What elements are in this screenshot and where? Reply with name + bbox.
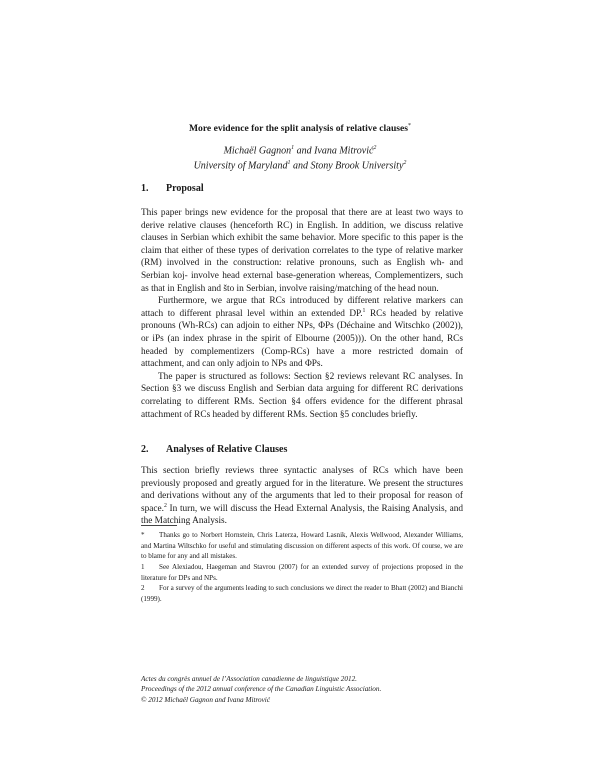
author-1: Michaël Gagnon [223, 145, 292, 157]
section-2-number: 2. [141, 444, 149, 455]
section-1-paragraph-1: This paper brings new evidence for the proposal that there are at least two ways to derive relative clauses (henceforth RC) in English. In addition, we discuss relative clauses in Serbian which exhibit the same behavior. More specific to this paper is the claim that either of these types of derivation correlates to the type of relative marker (RM) involved in the construction: relative pronouns, such as English wh- and Serbian koj- involve head external base-generation whereas, Complementizers, such as that in English and što in Serbian, involve raising/matching of the head noun. [141, 208, 463, 294]
s2p1-part-b: In turn, we will discuss the Head External Analysis, the Raising Analysis, and the Matching Analysis. [141, 503, 463, 527]
footnote-2-mark: 2 [141, 584, 145, 592]
section-2-body [141, 465, 463, 528]
authors-block [100, 142, 500, 173]
affiliation-1: University of Maryland [193, 160, 288, 172]
section-1-heading [141, 183, 204, 194]
title-footnote-mark: * [408, 123, 412, 129]
author-line [100, 142, 500, 157]
author-1-sup: 1 [291, 145, 295, 151]
footnote-1-mark: 1 [141, 563, 145, 571]
affiliation-line [100, 157, 500, 172]
section-1-title: Proposal [166, 183, 204, 194]
section-1-paragraph-3: The paper is structured as follows: Section §2 reviews relevant RC analyses. In Section §3 we discuss English and Serbian data arguing for different RC derivations correlating to different RMs. Section §4 offers evidence for the different phrasal attachment of RCs headed by different RMs. Section §5 concludes briefly. [141, 371, 463, 420]
footer-copyright: © 2012 Michaël Gagnon and Ivana Mitrović [141, 695, 270, 704]
s1p2-part-b: RCs headed by relative pronouns (Wh-RCs) can adjoin to either NPs, ΦPs (Déchaine and Witschko (2002)), or iPs (an index phrase in the spirit of Elbourne (2005))). On the other hand, RCs headed by complementizers (Comp-RCs) have a more restricted domain of attachment, and can only adjoin to NPs and ΦPs. [141, 308, 463, 370]
author-2-sup: 2 [373, 145, 377, 151]
footnote-2-text: For a survey of the arguments leading to such conclusions we direct the reader to Bhatt (2002) and Bianchi (1999). [141, 584, 463, 603]
footer-line-1: Actes du congrès annuel de l’Association canadienne de linguistique 2012. [141, 675, 357, 683]
footnote-ref-2: 2 [163, 502, 167, 509]
section-2-title: Analyses of Relative Clauses [166, 444, 288, 455]
affiliation-and: and [290, 160, 311, 172]
footnote-star-text: Thanks go to Norbert Hornstein, Chris Laterza, Howard Lasnik, Alexis Wellwood, Alexander Williams, and Martina Wiltschko for useful and stimulating discussion on different aspects of this work. Of course, we are to blame for any and all mistakes. [141, 531, 463, 561]
footnote-rule [141, 525, 177, 526]
footnote-1 [141, 562, 463, 583]
paper-title [100, 123, 500, 134]
footnote-star-mark: * [141, 531, 145, 539]
s2p1-part-a: This section briefly reviews three syntactic analyses of RCs which have been previously proposed and greatly argued for in the literature. We present the structures and derivations without any of the arguments that led to their proposal for reason of space. [141, 466, 463, 514]
footnote-ref-1: 1 [362, 307, 366, 314]
footer-line-2: Proceedings of the 2012 annual conference of the Canadian Linguistic Association. [141, 685, 382, 694]
author-2: Ivana Mitrović [314, 145, 374, 157]
footnote-2 [141, 583, 463, 604]
section-1-body [141, 207, 463, 421]
section-1-paragraph-2 [141, 295, 463, 371]
section-2-heading [141, 444, 287, 455]
author-and: and [294, 145, 315, 157]
section-2-paragraph-1 [141, 465, 463, 528]
proceedings-footer [141, 674, 481, 705]
footnote-star [141, 530, 463, 562]
footnote-1-text: See Alexiadou, Haegeman and Stavrou (2007) for an extended survey of projections proposed in the literature for DPs and NPs. [141, 563, 463, 582]
title-text: More evidence for the split analysis of relative clauses [188, 123, 409, 135]
affiliation-2-sup: 2 [403, 160, 407, 167]
section-1-number: 1. [141, 183, 149, 194]
s1p2-part-a: Furthermore, we argue that RCs introduced by different relative markers can attach to different phrasal level within an extended DP. [141, 296, 463, 319]
affiliation-1-sup: 1 [287, 160, 291, 167]
affiliation-2: Stony Brook University [310, 160, 404, 172]
